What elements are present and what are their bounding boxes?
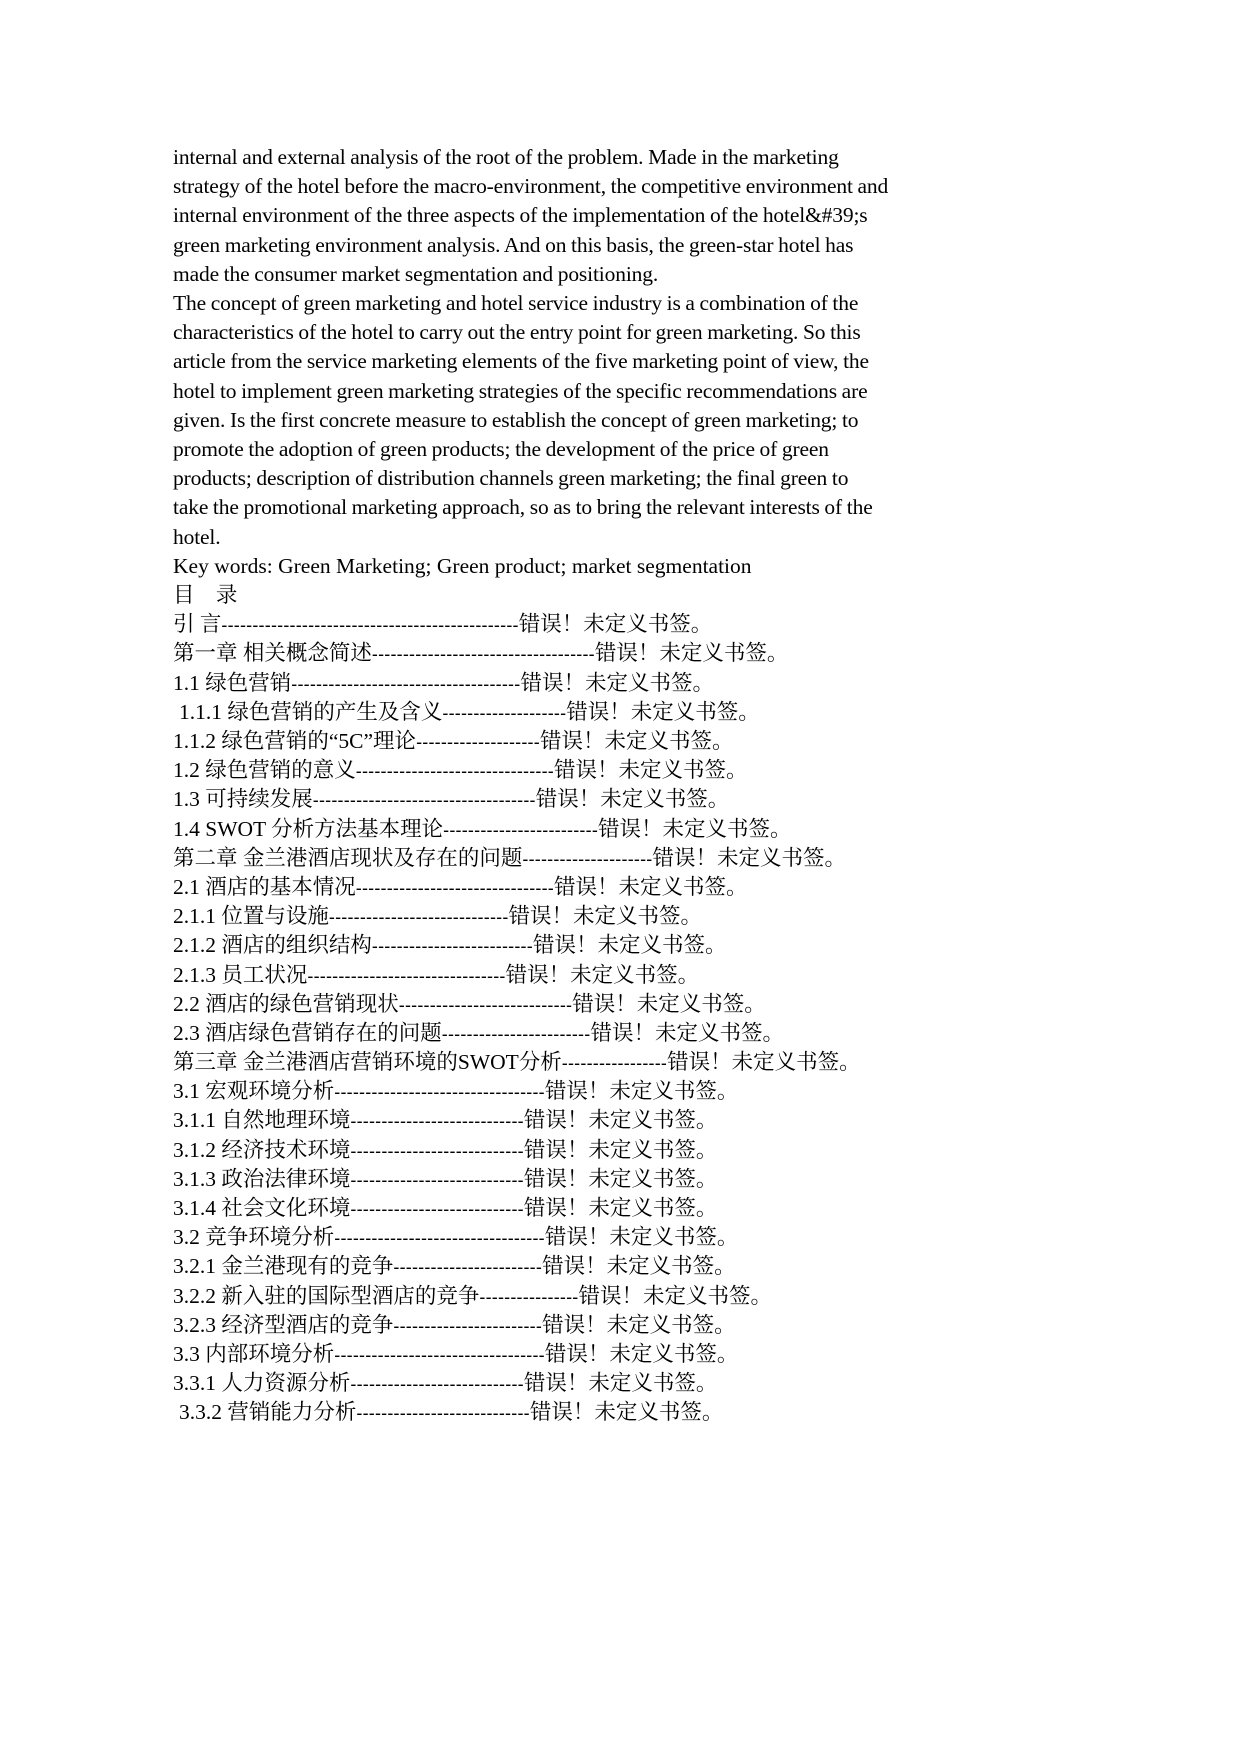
toc-dot-leader: ----------------------------	[350, 1169, 524, 1190]
toc-entry[interactable]	[173, 1311, 953, 1340]
toc-dot-leader: -------------------------	[443, 819, 599, 840]
text-line: green marketing environment analysis. And on this basis, the green-star hotel has	[173, 232, 854, 257]
toc-entry-page-ref: 错误！未定义书签。	[523, 1166, 718, 1191]
toc-dot-leader: --------------------------------	[307, 965, 506, 986]
toc-entry[interactable]	[173, 1369, 953, 1398]
toc-entry[interactable]	[173, 727, 953, 756]
toc-entry-label: 2.3 酒店绿色营销存在的问题	[173, 1020, 442, 1045]
toc-entry-label: 1.1 绿色营销	[173, 670, 292, 695]
toc-entry-label: 2.1.1 位置与设施	[173, 904, 329, 929]
toc-entry-label: 2.1.3 员工状况	[173, 962, 308, 987]
toc-dot-leader: ----------------------------	[350, 1199, 524, 1219]
text-line: hotel.	[173, 524, 221, 549]
text-line: given. Is the first concrete measure to establish the concept of green marketing; to	[173, 407, 859, 432]
toc-entry-label: 3.1.4 社会文化环境	[173, 1196, 351, 1220]
toc-dot-leader: --------------------------	[371, 936, 533, 957]
toc-entry-label: 3.1.2 经济技术环境	[173, 1137, 351, 1162]
toc-entry[interactable]	[173, 990, 953, 1019]
toc-entry[interactable]	[173, 815, 953, 844]
keywords: Key words: Green Marketing; Green product; market segmentation	[173, 553, 752, 578]
toc-entry-label: 3.3.2 营销能力分析	[179, 1400, 357, 1425]
toc-entry[interactable]	[173, 1223, 953, 1252]
toc-entry-page-ref: 错误！未定义书签。	[544, 1225, 739, 1250]
toc-entry[interactable]	[173, 639, 953, 668]
toc-entry-page-ref: 错误！未定义书签。	[590, 1020, 784, 1045]
text-line: internal and external analysis of the root of the problem. Made in the marketing	[173, 145, 839, 169]
toc-entry-page-ref: 错误！未定义书签。	[572, 991, 766, 1016]
toc-entry-page-ref: 错误！未定义书签。	[566, 699, 760, 724]
toc-entry-label: 2.1 酒店的基本情况	[173, 874, 356, 899]
toc-dot-leader: ----------------------------	[350, 1374, 524, 1395]
toc-entry-label: 第三章 金兰港酒店营销环境的SWOT分析	[173, 1050, 562, 1075]
toc-entry-page-ref: 错误！未定义书签。	[553, 874, 748, 899]
toc-entry[interactable]	[173, 844, 953, 873]
text-line: characteristics of the hotel to carry out the entry point for green marketing. So this	[173, 320, 861, 345]
toc-entry-page-ref: 错误！未定义书签。	[535, 787, 730, 812]
toc-entry-page-ref: 错误！未定义书签。	[508, 904, 703, 929]
toc-entry-page-ref: 错误！未定义书签。	[539, 729, 734, 753]
toc-entry[interactable]	[173, 698, 953, 727]
toc-dot-leader: --------------------	[442, 702, 567, 723]
toc-entry[interactable]	[173, 610, 953, 639]
toc-dot-leader: ----------------------------------	[334, 1344, 545, 1365]
toc-dot-leader: -----------------------------	[328, 907, 509, 928]
text-line: made the consumer market segmentation and positioning.	[173, 261, 659, 286]
toc-dot-leader: ------------------------------------------------	[221, 615, 519, 636]
toc-entry-page-ref: 错误！未定义书签。	[523, 1196, 718, 1220]
toc-dot-leader: ------------------------	[441, 1023, 591, 1044]
toc-dot-leader: ----------------	[479, 1286, 579, 1307]
toc-entry-label: 3.2.1 金兰港现有的竞争	[173, 1254, 394, 1279]
toc-entry-page-ref: 错误！未定义书签。	[532, 933, 727, 958]
toc-entry-label: 3.1.1 自然地理环境	[173, 1108, 351, 1133]
toc-entry-page-ref: 错误！未定义书签。	[553, 758, 748, 783]
toc-entry[interactable]	[173, 785, 953, 814]
toc-entry-page-ref: 错误！未定义书签。	[529, 1400, 724, 1425]
toc-dot-leader: ----------------------------	[356, 1403, 530, 1424]
toc-entry-label: 1.3 可持续发展	[173, 787, 313, 812]
toc-entry[interactable]	[173, 1019, 953, 1048]
abstract-paragraph-1	[173, 143, 953, 289]
toc-entry-page-ref: 错误！未定义书签。	[520, 670, 714, 695]
toc-entry-label: 1.1.2 绿色营销的“5C”理论	[173, 729, 417, 753]
toc-entry-page-ref: 错误！未定义书签。	[578, 1283, 773, 1308]
toc-entry[interactable]	[173, 1398, 953, 1427]
text-line: hotel to implement green marketing strategies of the specific recommendations are	[173, 378, 868, 403]
text-line: promote the adoption of green products; the development of the price of green	[173, 437, 829, 462]
toc-entry-label: 引 言	[173, 612, 222, 637]
toc-dot-leader: -----------------	[561, 1053, 668, 1074]
toc-entry[interactable]	[173, 1136, 953, 1165]
toc-entry-label: 3.2 竞争环境分析	[173, 1225, 335, 1250]
toc-entry-label: 3.2.2 新入驻的国际型酒店的竞争	[173, 1283, 480, 1308]
toc-entry-label: 2.1.2 酒店的组织结构	[173, 933, 372, 958]
toc-entry-label: 第二章 金兰港酒店现状及存在的问题	[173, 845, 523, 870]
toc-entry-label: 2.2 酒店的绿色营销现状	[173, 991, 399, 1016]
toc-entry-label: 1.4 SWOT 分析方法基本理论	[173, 816, 444, 841]
toc-entry[interactable]	[173, 1048, 953, 1077]
table-of-contents	[173, 610, 953, 1427]
toc-dot-leader: ------------------------------------	[371, 644, 595, 665]
toc-entry-label: 3.3 内部环境分析	[173, 1341, 335, 1366]
text-line: take the promotional marketing approach, so as to bring the relevant interests of the	[173, 495, 873, 520]
text-line: The concept of green marketing and hotel service industry is a combination of the	[173, 291, 859, 316]
toc-entry-page-ref: 错误！未定义书签。	[598, 816, 792, 841]
toc-entry-page-ref: 错误！未定义书签。	[542, 1312, 736, 1337]
toc-dot-leader: ------------------------------------	[312, 790, 536, 811]
toc-dot-leader: ---------------------	[522, 848, 653, 869]
toc-entry-page-ref: 错误！未定义书签。	[667, 1050, 861, 1075]
toc-entry-label: 3.1 宏观环境分析	[173, 1079, 335, 1104]
toc-entry[interactable]	[173, 1282, 953, 1311]
toc-dot-leader: ----------------------------------	[334, 1082, 545, 1103]
toc-entry-page-ref: 错误！未定义书签。	[594, 641, 789, 666]
toc-entry[interactable]	[173, 1077, 953, 1106]
toc-entry-label: 3.2.3 经济型酒店的竞争	[173, 1312, 394, 1337]
toc-entry-page-ref: 错误！未定义书签。	[505, 962, 700, 987]
toc-title: 目 录	[173, 583, 246, 608]
toc-entry-label: 第一章 相关概念简述	[173, 641, 372, 666]
toc-dot-leader: ----------------------------	[350, 1111, 524, 1132]
toc-entry[interactable]	[173, 1106, 953, 1135]
toc-entry[interactable]	[173, 1194, 953, 1223]
toc-entry-page-ref: 错误！未定义书签。	[542, 1254, 736, 1279]
toc-dot-leader: ----------------------------	[350, 1140, 524, 1161]
toc-entry[interactable]	[173, 1165, 953, 1194]
toc-dot-leader: ----------------------------------	[334, 1228, 545, 1249]
toc-entry-page-ref: 错误！未定义书签。	[652, 845, 846, 870]
text-line: strategy of the hotel before the macro-environment, the competitive environment and	[173, 174, 889, 199]
toc-entry-page-ref: 错误！未定义书签。	[523, 1371, 718, 1396]
toc-entry[interactable]	[173, 961, 953, 990]
abstract-paragraph-2	[173, 289, 953, 552]
document-page	[173, 143, 953, 1428]
toc-entry-page-ref: 错误！未定义书签。	[518, 612, 713, 637]
toc-entry[interactable]	[173, 1252, 953, 1281]
toc-dot-leader: --------------------	[416, 732, 540, 752]
toc-entry[interactable]	[173, 669, 953, 698]
toc-entry-label: 3.1.3 政治法律环境	[173, 1166, 351, 1191]
text-line: products; description of distribution channels green marketing; the final green to	[173, 466, 849, 491]
toc-entry[interactable]	[173, 756, 953, 785]
toc-dot-leader: -------------------------------------	[291, 673, 521, 694]
text-line: article from the service marketing elements of the five marketing point of view, the	[173, 349, 869, 374]
toc-dot-leader: ------------------------	[393, 1257, 543, 1278]
toc-entry-page-ref: 错误！未定义书签。	[544, 1079, 739, 1104]
toc-dot-leader: ------------------------	[393, 1315, 543, 1336]
toc-dot-leader: ----------------------------	[398, 994, 573, 1015]
toc-dot-leader: --------------------------------	[355, 877, 554, 898]
toc-entry-page-ref: 错误！未定义书签。	[523, 1108, 718, 1133]
toc-entry[interactable]	[173, 931, 953, 960]
toc-entry[interactable]	[173, 873, 953, 902]
toc-entry[interactable]	[173, 1340, 953, 1369]
toc-entry-label: 1.1.1 绿色营销的产生及含义	[179, 699, 443, 724]
toc-entry-page-ref: 错误！未定义书签。	[544, 1341, 739, 1366]
toc-entry-label: 3.3.1 人力资源分析	[173, 1371, 351, 1396]
toc-entry[interactable]	[173, 902, 953, 931]
toc-entry-page-ref: 错误！未定义书签。	[523, 1137, 718, 1162]
toc-entry-label: 1.2 绿色营销的意义	[173, 758, 356, 783]
text-line: internal environment of the three aspects of the implementation of the hotel&#39;s	[173, 203, 868, 228]
toc-dot-leader: --------------------------------	[355, 761, 554, 782]
